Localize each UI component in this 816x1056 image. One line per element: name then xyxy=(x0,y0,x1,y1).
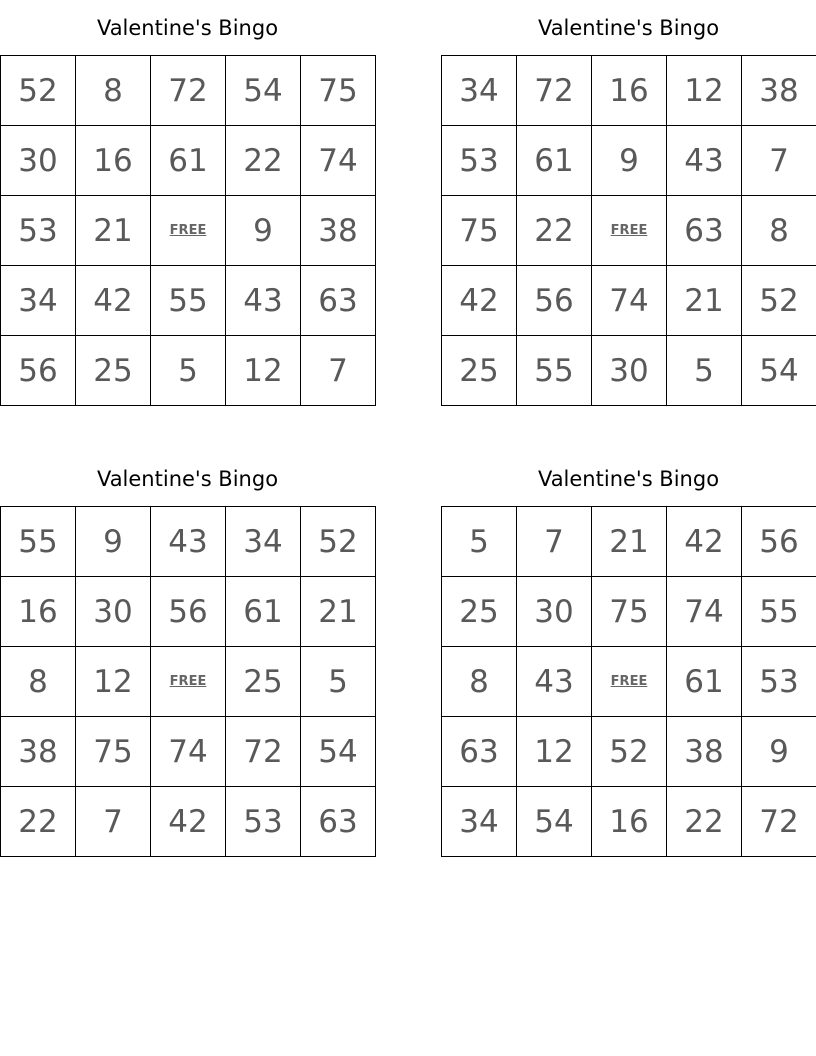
bingo-cell: 72 xyxy=(151,56,226,126)
bingo-cell: 16 xyxy=(592,787,667,857)
bingo-row xyxy=(442,196,816,266)
bingo-cell: 12 xyxy=(517,717,592,787)
bingo-cell: 61 xyxy=(517,126,592,196)
bingo-row xyxy=(1,717,376,787)
bingo-cell: 61 xyxy=(151,126,226,196)
bingo-cell: 22 xyxy=(667,787,742,857)
bingo-row xyxy=(1,56,376,126)
free-space: FREE xyxy=(151,647,226,717)
bingo-cell: 56 xyxy=(742,507,816,577)
bingo-cell: 30 xyxy=(1,126,76,196)
bingo-cell: 21 xyxy=(301,577,376,647)
bingo-cell: 21 xyxy=(76,196,151,266)
bingo-cell: 8 xyxy=(1,647,76,717)
bingo-card-2 xyxy=(441,0,816,406)
bingo-cell: 25 xyxy=(76,336,151,406)
bingo-cell: 72 xyxy=(226,717,301,787)
bingo-cell: 7 xyxy=(76,787,151,857)
bingo-cell: 30 xyxy=(76,577,151,647)
card-title: Valentine's Bingo xyxy=(537,16,720,40)
bingo-cell: 53 xyxy=(742,647,816,717)
bingo-cell: 25 xyxy=(442,336,517,406)
bingo-cell: 56 xyxy=(1,336,76,406)
bingo-cell: 53 xyxy=(226,787,301,857)
bingo-cell: 43 xyxy=(151,507,226,577)
free-space: FREE xyxy=(151,196,226,266)
bingo-cell: 54 xyxy=(742,336,816,406)
bingo-card-1 xyxy=(0,0,375,406)
bingo-cell: 72 xyxy=(517,56,592,126)
bingo-cell: 54 xyxy=(517,787,592,857)
bingo-cell: 16 xyxy=(592,56,667,126)
bingo-cell: 30 xyxy=(592,336,667,406)
bingo-row xyxy=(442,126,816,196)
bingo-cell: 63 xyxy=(301,266,376,336)
bingo-cell: 5 xyxy=(151,336,226,406)
bingo-cell: 34 xyxy=(1,266,76,336)
bingo-cell: 9 xyxy=(592,126,667,196)
bingo-cell: 75 xyxy=(592,577,667,647)
bingo-cell: 34 xyxy=(226,507,301,577)
bingo-cell: 75 xyxy=(301,56,376,126)
bingo-cell: 25 xyxy=(226,647,301,717)
bingo-cell: 55 xyxy=(742,577,816,647)
bingo-cell: 74 xyxy=(151,717,226,787)
bingo-cell: 53 xyxy=(1,196,76,266)
bingo-cell: 56 xyxy=(517,266,592,336)
bingo-cell: 61 xyxy=(667,647,742,717)
bingo-cell: 52 xyxy=(301,507,376,577)
bingo-cell: 21 xyxy=(667,266,742,336)
bingo-cell: 75 xyxy=(442,196,517,266)
bingo-cell: 22 xyxy=(226,126,301,196)
bingo-row xyxy=(1,126,376,196)
bingo-cell: 7 xyxy=(742,126,816,196)
bingo-row xyxy=(442,56,816,126)
bingo-cell: 63 xyxy=(442,717,517,787)
bingo-grid xyxy=(0,506,376,857)
card-title: Valentine's Bingo xyxy=(537,467,720,491)
bingo-cell: 43 xyxy=(226,266,301,336)
bingo-cell: 63 xyxy=(667,196,742,266)
bingo-row xyxy=(442,787,816,857)
bingo-cell: 38 xyxy=(1,717,76,787)
bingo-row xyxy=(442,507,816,577)
bingo-cell: 30 xyxy=(517,577,592,647)
bingo-cell: 74 xyxy=(592,266,667,336)
bingo-row xyxy=(442,577,816,647)
bingo-cell: 38 xyxy=(742,56,816,126)
bingo-cell: 5 xyxy=(442,507,517,577)
bingo-row xyxy=(442,336,816,406)
bingo-grid xyxy=(441,506,816,857)
bingo-row xyxy=(1,787,376,857)
bingo-row xyxy=(1,266,376,336)
free-space: FREE xyxy=(592,647,667,717)
bingo-cell: 25 xyxy=(442,577,517,647)
bingo-row xyxy=(1,507,376,577)
bingo-cell: 42 xyxy=(151,787,226,857)
bingo-cell: 12 xyxy=(667,56,742,126)
bingo-cell: 5 xyxy=(301,647,376,717)
bingo-row xyxy=(1,647,376,717)
bingo-cell: 72 xyxy=(742,787,816,857)
bingo-cell: 52 xyxy=(1,56,76,126)
bingo-row xyxy=(1,196,376,266)
bingo-cell: 55 xyxy=(1,507,76,577)
bingo-cell: 74 xyxy=(301,126,376,196)
bingo-cell: 9 xyxy=(76,507,151,577)
bingo-cell: 56 xyxy=(151,577,226,647)
bingo-cell: 38 xyxy=(301,196,376,266)
bingo-cell: 54 xyxy=(301,717,376,787)
bingo-row xyxy=(442,717,816,787)
bingo-cell: 12 xyxy=(226,336,301,406)
bingo-cell: 22 xyxy=(1,787,76,857)
bingo-row xyxy=(1,336,376,406)
bingo-cell: 63 xyxy=(301,787,376,857)
bingo-cell: 8 xyxy=(442,647,517,717)
bingo-cell: 75 xyxy=(76,717,151,787)
card-title: Valentine's Bingo xyxy=(96,16,279,40)
bingo-cell: 7 xyxy=(517,507,592,577)
bingo-cell: 54 xyxy=(226,56,301,126)
bingo-cell: 9 xyxy=(226,196,301,266)
bingo-row xyxy=(1,577,376,647)
bingo-grid xyxy=(441,55,816,406)
bingo-cell: 52 xyxy=(742,266,816,336)
bingo-cell: 34 xyxy=(442,787,517,857)
bingo-grid xyxy=(0,55,376,406)
bingo-row xyxy=(442,266,816,336)
bingo-cell: 42 xyxy=(76,266,151,336)
bingo-cell: 42 xyxy=(667,507,742,577)
bingo-cell: 74 xyxy=(667,577,742,647)
card-title: Valentine's Bingo xyxy=(96,467,279,491)
bingo-cell: 5 xyxy=(667,336,742,406)
bingo-cell: 55 xyxy=(151,266,226,336)
bingo-cell: 21 xyxy=(592,507,667,577)
bingo-cell: 55 xyxy=(517,336,592,406)
bingo-cell: 12 xyxy=(76,647,151,717)
free-space: FREE xyxy=(592,196,667,266)
bingo-cell: 34 xyxy=(442,56,517,126)
bingo-cell: 42 xyxy=(442,266,517,336)
bingo-cell: 53 xyxy=(442,126,517,196)
bingo-cell: 43 xyxy=(517,647,592,717)
bingo-card-4 xyxy=(441,451,816,857)
bingo-row xyxy=(442,647,816,717)
bingo-cell: 16 xyxy=(76,126,151,196)
bingo-cell: 8 xyxy=(742,196,816,266)
bingo-cell: 52 xyxy=(592,717,667,787)
bingo-cell: 8 xyxy=(76,56,151,126)
bingo-cell: 43 xyxy=(667,126,742,196)
bingo-cell: 22 xyxy=(517,196,592,266)
bingo-cell: 38 xyxy=(667,717,742,787)
bingo-cell: 16 xyxy=(1,577,76,647)
bingo-cell: 9 xyxy=(742,717,816,787)
bingo-card-3 xyxy=(0,451,375,857)
bingo-cell: 7 xyxy=(301,336,376,406)
bingo-cell: 61 xyxy=(226,577,301,647)
